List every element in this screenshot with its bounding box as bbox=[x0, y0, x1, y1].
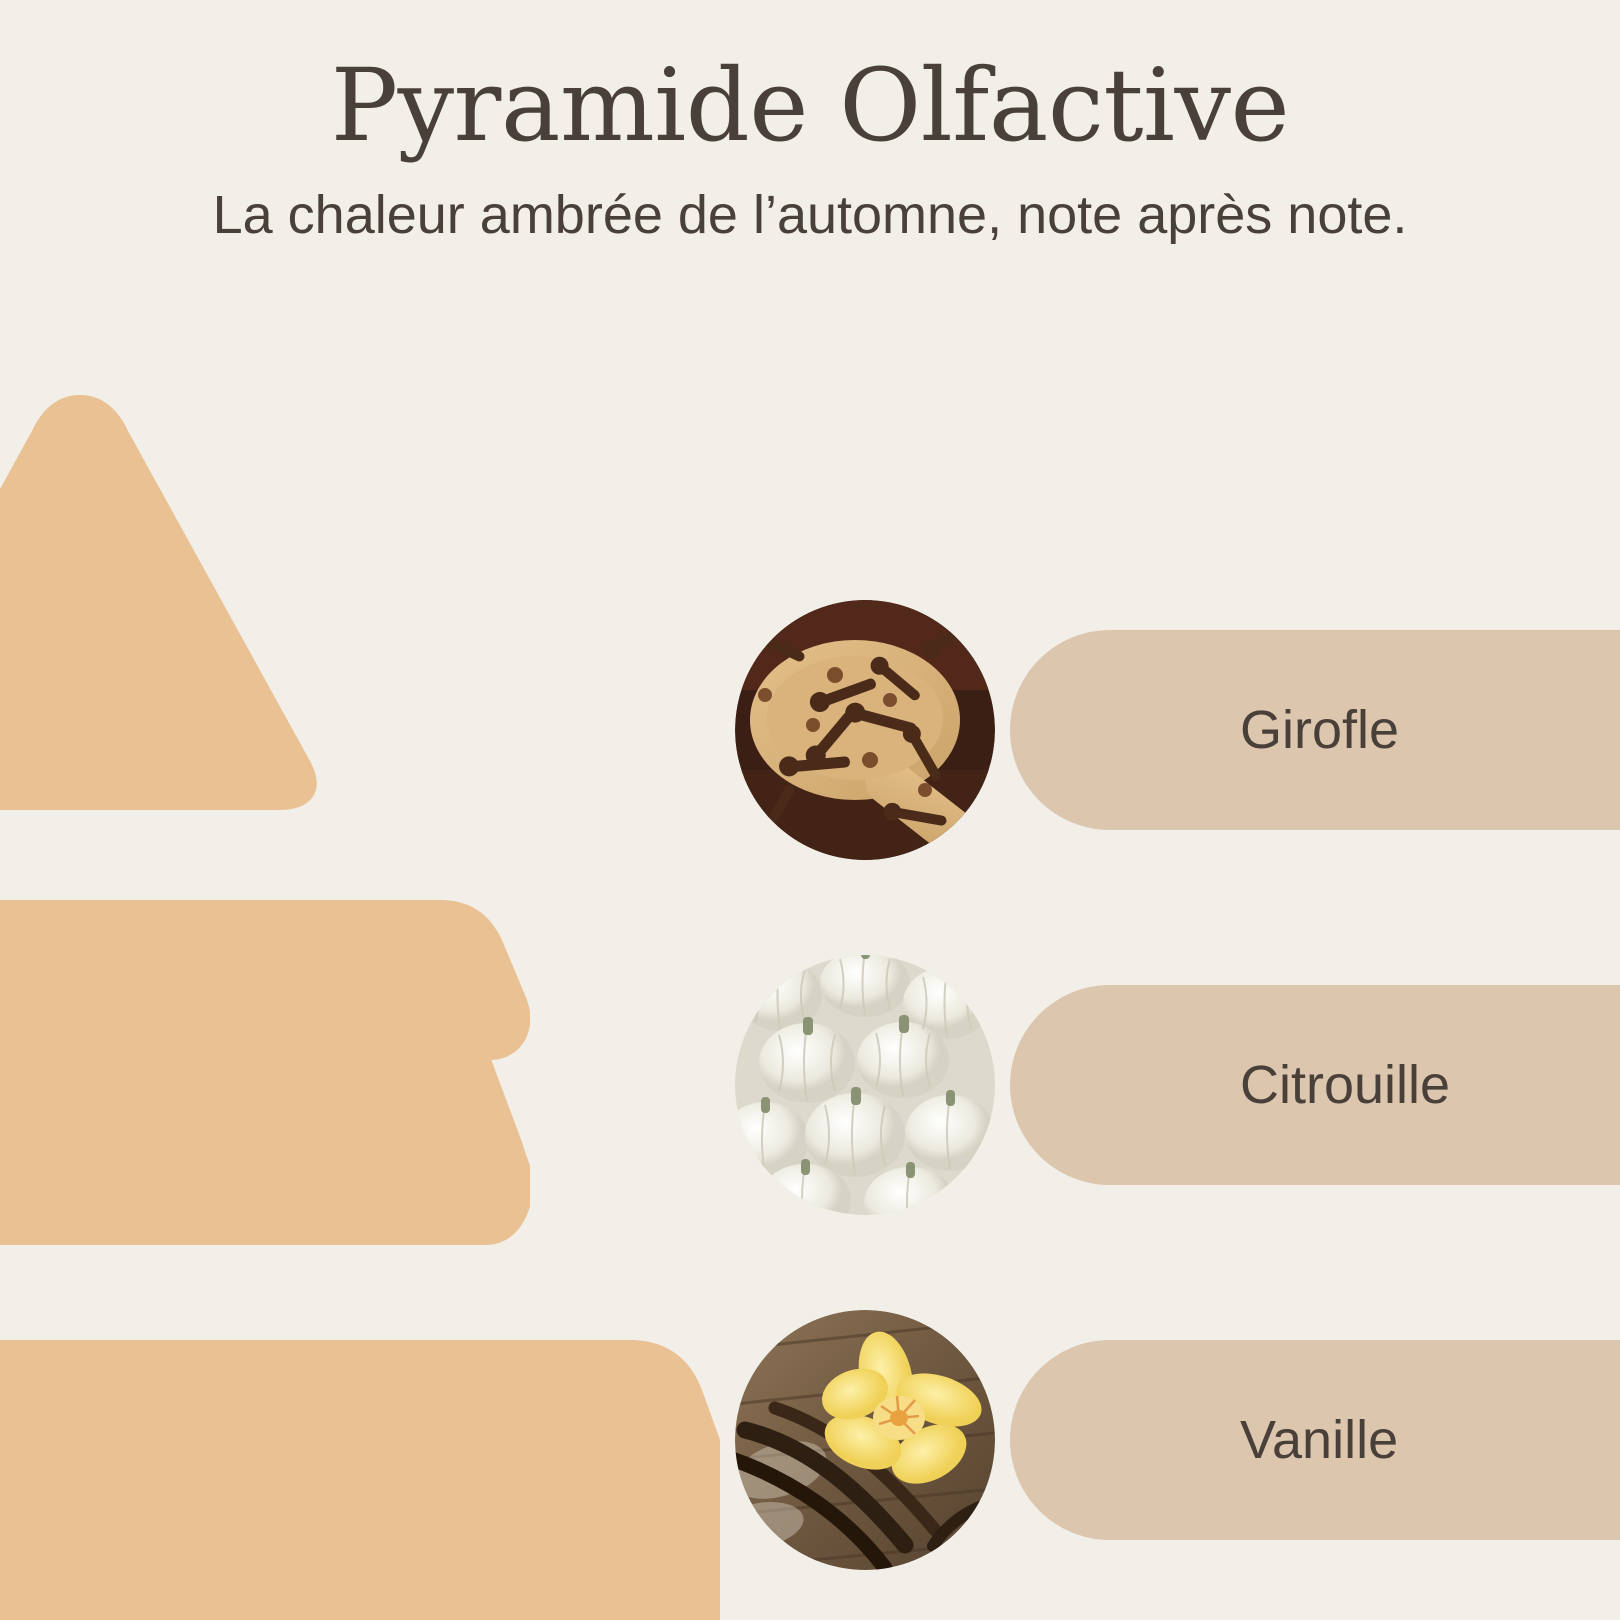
cloves-in-wooden-spoon-photo bbox=[735, 600, 995, 860]
white-pumpkins-photo bbox=[735, 955, 995, 1215]
pumpkins-image bbox=[735, 955, 995, 1215]
page-subtitle: La chaleur ambrée de l’automne, note après note. bbox=[212, 185, 1408, 245]
note-pill[interactable] bbox=[1010, 985, 1620, 1185]
vanilla-flower-and-pods-photo bbox=[735, 1310, 995, 1570]
cloves-image bbox=[735, 600, 995, 860]
note-label: Citrouille bbox=[1240, 1055, 1451, 1115]
note-pill[interactable] bbox=[1010, 630, 1620, 830]
note-pill[interactable] bbox=[1010, 1340, 1620, 1540]
page-title: Pyramide Olfactive bbox=[330, 47, 1290, 164]
vanilla-image bbox=[735, 1310, 995, 1570]
note-label: Vanille bbox=[1240, 1410, 1399, 1470]
note-label: Girofle bbox=[1240, 700, 1400, 760]
